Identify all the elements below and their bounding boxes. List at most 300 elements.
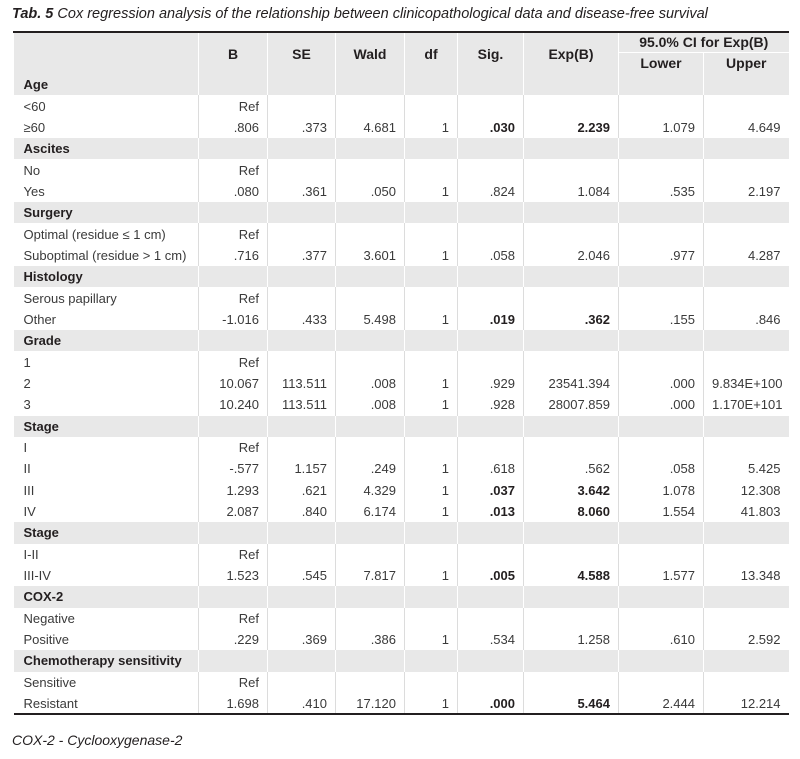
cell-wald: 5.498: [336, 309, 405, 330]
cell-b: Ref: [199, 223, 268, 244]
cell-lower: [619, 672, 704, 693]
cell-b: 10.067: [199, 373, 268, 394]
cell-expb: 2.239: [524, 117, 619, 138]
cell-df: [405, 672, 458, 693]
category-cell: [268, 586, 336, 607]
cell-sig: [458, 95, 524, 116]
cell-wald: .386: [336, 629, 405, 650]
category-cell: [405, 586, 458, 607]
table-row: [14, 245, 789, 266]
cell-lower: .000: [619, 373, 704, 394]
header-b: B: [199, 32, 268, 74]
category-cell: [524, 330, 619, 351]
cell-df: [405, 544, 458, 565]
table-row: [14, 159, 789, 180]
row-label: Positive: [23, 632, 70, 648]
category-cell: [458, 330, 524, 351]
category-cell: [405, 522, 458, 543]
category-cell: [704, 416, 789, 437]
cell-sig: .037: [458, 480, 524, 501]
cell-wald: [336, 95, 405, 116]
category-cell: [268, 266, 336, 287]
row-label: III-IV: [23, 568, 51, 584]
cell-b: Ref: [199, 287, 268, 308]
cell-expb: [524, 672, 619, 693]
cell-se: [268, 95, 336, 116]
category-cell: [336, 202, 405, 223]
cell-lower: .000: [619, 394, 704, 415]
cell-se: [268, 672, 336, 693]
cell-expb: [524, 437, 619, 458]
cell-wald: .008: [336, 394, 405, 415]
header-df: df: [405, 32, 458, 74]
category-cell: [619, 330, 704, 351]
category-cell: [405, 650, 458, 671]
category-cell: [405, 330, 458, 351]
cell-sig: .929: [458, 373, 524, 394]
cell-b: .229: [199, 629, 268, 650]
cell-se: [268, 351, 336, 372]
cell-se: .840: [268, 501, 336, 522]
category-cell: [524, 586, 619, 607]
cell-sig: [458, 159, 524, 180]
row-label: II: [23, 461, 31, 477]
category-cell: [704, 138, 789, 159]
category-cell: [458, 74, 524, 95]
cell-wald: [336, 159, 405, 180]
category-label: Surgery: [14, 202, 199, 223]
header-expb: Exp(B): [524, 32, 619, 74]
category-row: [14, 138, 789, 159]
row-label: IV: [23, 504, 36, 520]
cell-lower: 1.577: [619, 565, 704, 586]
cell-lower: .155: [619, 309, 704, 330]
category-cell: [336, 650, 405, 671]
cell-expb: .362: [524, 309, 619, 330]
cell-se: [268, 223, 336, 244]
cell-b: Ref: [199, 95, 268, 116]
category-cell: [524, 416, 619, 437]
cell-se: [268, 287, 336, 308]
cell-upper: [704, 159, 789, 180]
cell-expb: [524, 223, 619, 244]
category-cell: [268, 330, 336, 351]
cell-df: 1: [405, 309, 458, 330]
cell-se: .621: [268, 480, 336, 501]
category-row: [14, 416, 789, 437]
cell-df: 1: [405, 480, 458, 501]
cell-lower: .977: [619, 245, 704, 266]
cell-lower: .058: [619, 458, 704, 479]
cell-upper: 12.214: [704, 693, 789, 714]
cell-b: .716: [199, 245, 268, 266]
category-cell: [336, 138, 405, 159]
category-label: Grade: [14, 330, 199, 351]
cell-b: Ref: [199, 608, 268, 629]
category-label: Chemotherapy sensitivity: [14, 650, 199, 671]
category-cell: [268, 138, 336, 159]
cell-sig: .928: [458, 394, 524, 415]
table-row: [14, 693, 789, 714]
category-cell: [619, 266, 704, 287]
cell-b: .806: [199, 117, 268, 138]
cell-wald: .249: [336, 458, 405, 479]
category-cell: [199, 74, 268, 95]
cell-b: Ref: [199, 159, 268, 180]
cell-df: 1: [405, 693, 458, 714]
category-cell: [524, 522, 619, 543]
cell-se: [268, 159, 336, 180]
cell-df: [405, 159, 458, 180]
category-cell: [405, 266, 458, 287]
cell-upper: 2.197: [704, 181, 789, 202]
row-label: I: [23, 440, 28, 456]
cell-lower: 2.444: [619, 693, 704, 714]
category-cell: [268, 522, 336, 543]
cell-wald: 6.174: [336, 501, 405, 522]
category-label: COX-2: [14, 586, 199, 607]
category-row: [14, 266, 789, 287]
cell-df: [405, 223, 458, 244]
cell-df: 1: [405, 394, 458, 415]
cell-wald: .050: [336, 181, 405, 202]
cell-expb: 1.084: [524, 181, 619, 202]
cell-lower: [619, 608, 704, 629]
table-title: Cox regression analysis of the relationship between clinicopathological data and disease-free survival: [57, 6, 708, 22]
category-cell: [619, 74, 704, 95]
header-upper: Upper: [704, 52, 789, 74]
cell-se: [268, 437, 336, 458]
table-row: [14, 608, 789, 629]
table-row: [14, 117, 789, 138]
cell-se: .369: [268, 629, 336, 650]
table-row: [14, 394, 789, 415]
category-cell: [268, 74, 336, 95]
row-label: Sensitive: [23, 674, 77, 690]
header-lower: Lower: [619, 52, 704, 74]
header-sig: Sig.: [458, 32, 524, 74]
cell-lower: .535: [619, 181, 704, 202]
cell-wald: 7.817: [336, 565, 405, 586]
cell-sig: [458, 351, 524, 372]
cell-se: .377: [268, 245, 336, 266]
category-row: [14, 650, 789, 671]
category-cell: [199, 266, 268, 287]
category-cell: [458, 416, 524, 437]
cell-wald: [336, 437, 405, 458]
cell-expb: .562: [524, 458, 619, 479]
table-row: [14, 501, 789, 522]
cell-upper: 41.803: [704, 501, 789, 522]
row-label: Negative: [23, 610, 75, 626]
cell-upper: 5.425: [704, 458, 789, 479]
cell-expb: [524, 95, 619, 116]
category-cell: [619, 522, 704, 543]
cell-df: 1: [405, 373, 458, 394]
cell-expb: 1.258: [524, 629, 619, 650]
row-label: Resistant: [14, 693, 199, 714]
header-wald: Wald: [336, 32, 405, 74]
table-row: [14, 351, 789, 372]
row-label: 3: [23, 397, 31, 413]
cell-upper: 4.287: [704, 245, 789, 266]
cell-wald: .008: [336, 373, 405, 394]
category-label: Age: [14, 74, 199, 95]
category-cell: [704, 330, 789, 351]
cell-df: [405, 608, 458, 629]
cell-df: 1: [405, 181, 458, 202]
cell-upper: 2.592: [704, 629, 789, 650]
category-cell: [336, 586, 405, 607]
category-cell: [405, 74, 458, 95]
category-cell: [336, 266, 405, 287]
table-row: [14, 544, 789, 565]
cell-wald: 17.120: [336, 693, 405, 714]
category-cell: [458, 586, 524, 607]
category-cell: [524, 138, 619, 159]
category-cell: [199, 416, 268, 437]
cell-sig: .534: [458, 629, 524, 650]
cell-b: 1.293: [199, 480, 268, 501]
cell-lower: 1.554: [619, 501, 704, 522]
category-label: Histology: [14, 266, 199, 287]
cell-wald: [336, 608, 405, 629]
cell-wald: [336, 287, 405, 308]
cell-sig: [458, 437, 524, 458]
table-row: [14, 629, 789, 650]
category-cell: [524, 202, 619, 223]
category-cell: [268, 202, 336, 223]
cell-expb: 3.642: [524, 480, 619, 501]
table-row: [14, 287, 789, 308]
category-cell: [704, 586, 789, 607]
cell-df: 1: [405, 629, 458, 650]
category-cell: [458, 522, 524, 543]
cell-wald: [336, 672, 405, 693]
cell-sig: [458, 608, 524, 629]
category-cell: [704, 202, 789, 223]
category-row: [14, 202, 789, 223]
cell-lower: [619, 351, 704, 372]
category-cell: [336, 330, 405, 351]
category-cell: [619, 586, 704, 607]
cell-lower: [619, 159, 704, 180]
row-label: III: [23, 482, 35, 498]
cell-wald: 4.329: [336, 480, 405, 501]
category-cell: [405, 138, 458, 159]
cell-upper: [704, 672, 789, 693]
table-row: [14, 565, 789, 586]
cell-b: 1.698: [199, 693, 268, 714]
cell-upper: [704, 437, 789, 458]
row-label: <60: [23, 98, 46, 114]
table-row: [14, 309, 789, 330]
cell-lower: [619, 437, 704, 458]
cell-expb: [524, 287, 619, 308]
cell-sig: [458, 223, 524, 244]
category-cell: [704, 74, 789, 95]
category-cell: [199, 586, 268, 607]
cell-expb: 2.046: [524, 245, 619, 266]
cell-sig: .618: [458, 458, 524, 479]
category-cell: [336, 416, 405, 437]
cell-sig: .030: [458, 117, 524, 138]
category-cell: [619, 650, 704, 671]
cell-wald: 3.601: [336, 245, 405, 266]
category-cell: [268, 416, 336, 437]
table-row: [14, 672, 789, 693]
cell-se: 1.157: [268, 458, 336, 479]
cell-se: 113.511: [268, 373, 336, 394]
category-row: [14, 586, 789, 607]
cox-regression-table: [13, 31, 789, 715]
row-label: I-II: [23, 546, 39, 562]
cell-sig: .824: [458, 181, 524, 202]
category-cell: [199, 138, 268, 159]
cell-upper: [704, 287, 789, 308]
row-label: No: [23, 162, 41, 178]
cell-b: 10.240: [199, 394, 268, 415]
cell-sig: .000: [458, 693, 524, 714]
cell-upper: .846: [704, 309, 789, 330]
category-cell: [458, 138, 524, 159]
cell-se: .361: [268, 181, 336, 202]
cell-b: Ref: [199, 351, 268, 372]
category-cell: [704, 266, 789, 287]
category-cell: [524, 650, 619, 671]
category-row: [14, 522, 789, 543]
cell-sig: .058: [458, 245, 524, 266]
cell-df: [405, 351, 458, 372]
cell-se: .545: [268, 565, 336, 586]
category-cell: [199, 650, 268, 671]
cell-wald: [336, 351, 405, 372]
category-cell: [458, 266, 524, 287]
cell-lower: [619, 223, 704, 244]
category-cell: [268, 650, 336, 671]
category-row: [14, 74, 789, 95]
cell-upper: 1.170E+101: [704, 394, 789, 415]
category-cell: [704, 522, 789, 543]
cell-upper: 12.308: [704, 480, 789, 501]
category-label: Stage: [14, 522, 199, 543]
cell-lower: 1.079: [619, 117, 704, 138]
cell-wald: [336, 223, 405, 244]
cell-upper: [704, 223, 789, 244]
category-cell: [405, 416, 458, 437]
cell-upper: [704, 351, 789, 372]
header-se: SE: [268, 32, 336, 74]
cell-expb: [524, 608, 619, 629]
table-body: [14, 74, 789, 714]
cell-lower: [619, 544, 704, 565]
cell-expb: 8.060: [524, 501, 619, 522]
table-number: Tab. 5: [12, 6, 54, 22]
row-label: 2: [23, 375, 31, 391]
category-cell: [458, 202, 524, 223]
cell-se: .410: [268, 693, 336, 714]
category-cell: [619, 202, 704, 223]
cell-se: .433: [268, 309, 336, 330]
category-label: Stage: [14, 416, 199, 437]
category-cell: [619, 138, 704, 159]
category-cell: [619, 416, 704, 437]
cell-b: .080: [199, 181, 268, 202]
header-blank: [14, 32, 199, 74]
category-cell: [199, 522, 268, 543]
cell-b: Ref: [199, 437, 268, 458]
cell-b: Ref: [199, 544, 268, 565]
table-header: [14, 32, 789, 74]
cell-expb: 5.464: [524, 693, 619, 714]
category-cell: [199, 330, 268, 351]
table-row: [14, 223, 789, 244]
cell-se: [268, 544, 336, 565]
cell-sig: .005: [458, 565, 524, 586]
category-cell: [336, 74, 405, 95]
category-cell: [704, 650, 789, 671]
cell-df: 1: [405, 565, 458, 586]
cell-lower: .610: [619, 629, 704, 650]
row-label: Serous papillary: [23, 290, 117, 306]
cell-expb: [524, 351, 619, 372]
cell-upper: [704, 608, 789, 629]
cell-df: 1: [405, 458, 458, 479]
cell-sig: [458, 672, 524, 693]
category-label: Ascites: [14, 138, 199, 159]
cell-lower: [619, 95, 704, 116]
cell-sig: [458, 544, 524, 565]
cell-expb: 23541.394: [524, 373, 619, 394]
cell-upper: [704, 544, 789, 565]
cell-wald: [336, 544, 405, 565]
cell-wald: 4.681: [336, 117, 405, 138]
cell-lower: [619, 287, 704, 308]
cell-se: .373: [268, 117, 336, 138]
row-label: 1: [23, 354, 31, 370]
cell-b: -1.016: [199, 309, 268, 330]
cell-b: 2.087: [199, 501, 268, 522]
cell-upper: 4.649: [704, 117, 789, 138]
table-row: [14, 437, 789, 458]
category-cell: [524, 74, 619, 95]
category-cell: [458, 650, 524, 671]
table-row: [14, 458, 789, 479]
cell-b: -.577: [199, 458, 268, 479]
cell-b: Ref: [199, 672, 268, 693]
row-label: Other: [23, 311, 57, 327]
header-ci: 95.0% CI for Exp(B): [619, 32, 789, 52]
cell-b: 1.523: [199, 565, 268, 586]
cell-sig: .019: [458, 309, 524, 330]
cell-upper: 9.834E+100: [704, 373, 789, 394]
cell-df: 1: [405, 501, 458, 522]
table-row: [14, 373, 789, 394]
category-cell: [336, 522, 405, 543]
cell-expb: 28007.859: [524, 394, 619, 415]
cell-df: 1: [405, 245, 458, 266]
cell-df: [405, 95, 458, 116]
cell-se: 113.511: [268, 394, 336, 415]
cell-upper: [704, 95, 789, 116]
cell-df: [405, 437, 458, 458]
category-cell: [405, 202, 458, 223]
cell-upper: 13.348: [704, 565, 789, 586]
cell-sig: [458, 287, 524, 308]
table-caption: [12, 6, 708, 22]
cell-lower: 1.078: [619, 480, 704, 501]
cell-sig: .013: [458, 501, 524, 522]
